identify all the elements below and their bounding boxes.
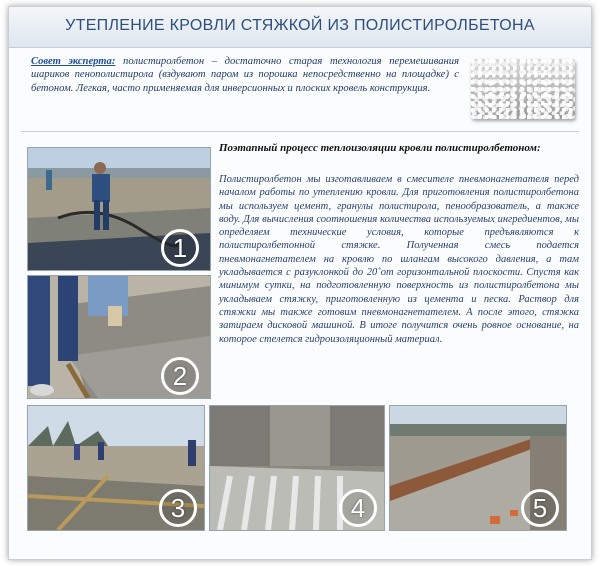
title-bar	[9, 7, 591, 48]
polystyrene-concrete-sample-image	[471, 59, 575, 119]
step-badge-2: 2	[161, 357, 199, 395]
step-badge-4: 4	[339, 489, 377, 527]
divider	[21, 131, 579, 132]
step-badge-5: 5	[521, 489, 559, 527]
process-text: Полистиролбетон мы изготавливаем в смесителе пневмонагнетателя перед началом работы по утеплению кровли. Для приготовления полистиролбетона мы используем цемент, гранулы полистирола, пенообразователь, а также воду. Для вычисления соотношения количества используемых ингредиентов, мы определяем технические условия, которые предъявляются к полистиролбетонной стяжке. Полученная смесь подается пневмонагнетателем на кровлю по шлангам высокого давления, а там укладывается с разуклонкой до 20˚от горизонтальной плоскости. Спустя как минимум сутки, на подготовленную поверхность из полистиролбетона мы укладываем стяжку, приготовленную из цемента и песка. Раствор для стяжки мы также готовим пневмонагнетателем. А после этого, стяжка затираем дисковой машиной. В итоге получится очень ровное основание, на которое стелется гидроизоляционный материал.	[219, 174, 579, 345]
expert-tip	[31, 55, 459, 95]
process-heading: Поэтапный процесс теплоизоляции кровли полистиролбетоном:	[219, 142, 541, 154]
step-badge-1: 1	[161, 229, 199, 267]
tip-text: полистиролбетон – достаточно старая технология перемешивания шариков пенополистирола (вздувают паром из порошка непосредственно на площадке) с бетоном. Легкая, часто применяемая для инверсионных и плоских кровель конструкция.	[31, 56, 459, 94]
step-badge-3: 3	[159, 489, 197, 527]
tip-label: Совет эксперта:	[31, 56, 116, 67]
article-card	[8, 6, 592, 560]
page-title: УТЕПЛЕНИЕ КРОВЛИ СТЯЖКОЙ ИЗ ПОЛИСТИРОЛБЕТОНА	[65, 17, 535, 34]
